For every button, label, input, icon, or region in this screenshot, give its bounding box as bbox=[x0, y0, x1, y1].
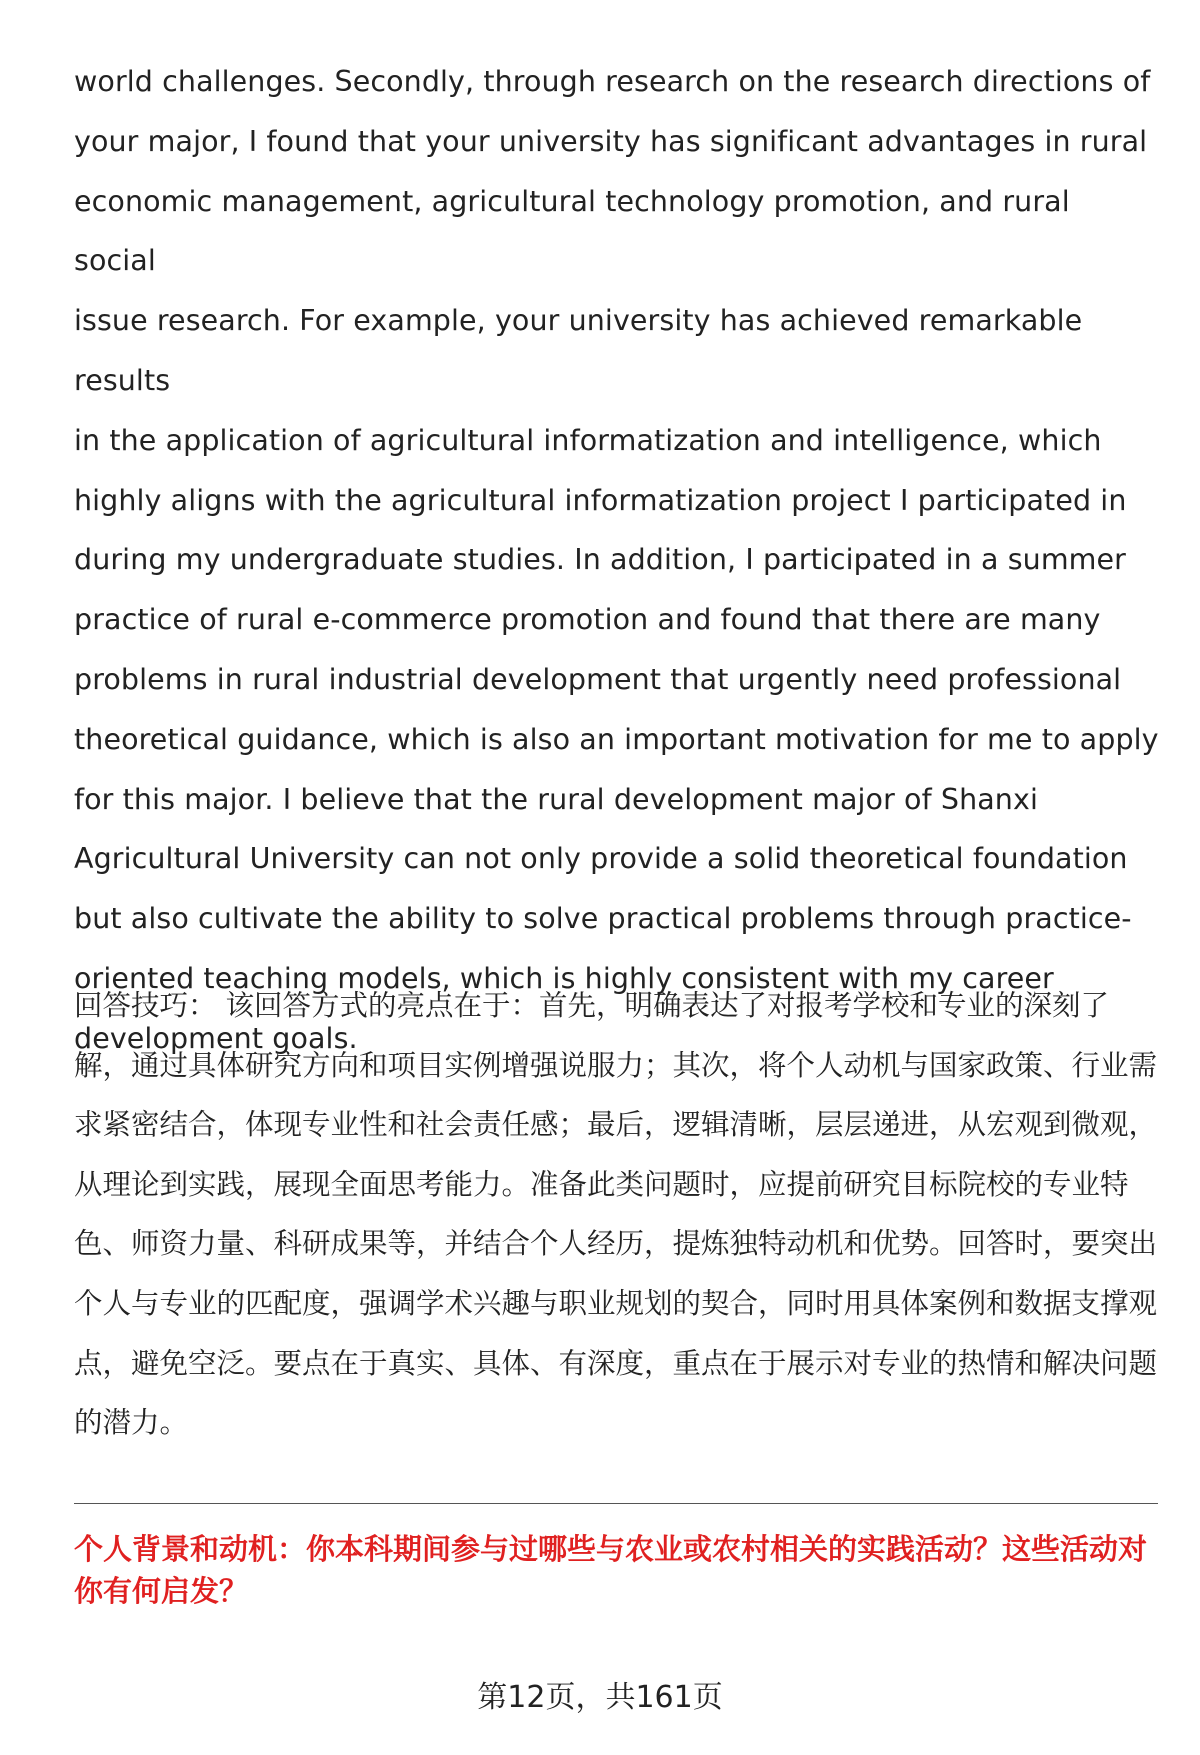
answer-line: development goals. bbox=[74, 1021, 358, 1055]
english-answer-paragraph bbox=[74, 52, 1159, 1069]
answer-line: theoretical guidance, which is also an important motivation for me to apply bbox=[74, 722, 1159, 756]
section-divider bbox=[74, 1503, 1158, 1504]
answer-line: world challenges. Secondly, through research on the research directions of bbox=[74, 65, 1151, 98]
answer-line: but also cultivate the ability to solve practical problems through practice- bbox=[74, 902, 1132, 936]
page-number-footer: 第12页，共161页 bbox=[477, 1680, 723, 1715]
answer-line: economic management, agricultural technology promotion, and rural social bbox=[74, 184, 1079, 278]
answer-line: during my undergraduate studies. In addition, I participated in a summer bbox=[74, 543, 1126, 577]
answer-line: issue research. For example, your university has achieved remarkable results bbox=[74, 304, 1092, 397]
answer-line: in the application of agricultural informatization and intelligence, which bbox=[74, 423, 1102, 457]
answer-line: your major, I found that your university has significant advantages in rural bbox=[74, 124, 1148, 158]
answer-tips-paragraph: 回答技巧： 该回答方式的亮点在于：首先，明确表达了对报考学校和专业的深刻了解，通过具体研究方向和项目实例增强说服力；其次，将个人动机与国家政策、行业需求紧密结合，体现专业性和社会责任感；最后，逻辑清晰，层层递进，从宏观到微观，从理论到实践，展现全面思考能力。准备此类问题时，应提前研究目标院校的专业特色、师资力量、科研成果等，并结合个人经历，提炼独特动机和优势。回答时，要突出个人与专业的匹配度，强调学术兴趣与职业规划的契合，同时用具体案例和数据支撑观点，避免空泛。要点在于真实、具体、有深度，重点在于展示对专业的热情和解决问题的潜力。 bbox=[74, 989, 1158, 1440]
answer-line: oriented teaching models, which is highly consistent with my career bbox=[74, 961, 1054, 995]
answer-line: Agricultural University can not only provide a solid theoretical foundation bbox=[74, 842, 1128, 876]
answer-line: highly aligns with the agricultural informatization project I participated in bbox=[74, 483, 1127, 517]
answer-line: for this major. I believe that the rural development major of Shanxi bbox=[74, 782, 1038, 816]
answer-line: problems in rural industrial development that urgently need professional bbox=[74, 662, 1122, 696]
answer-line: practice of rural e-commerce promotion and found that there are many bbox=[74, 603, 1101, 637]
question-heading: 个人背景和动机：你本科期间参与过哪些与农业或农村相关的实践活动？这些活动对你有何启发？ bbox=[74, 1532, 1148, 1608]
